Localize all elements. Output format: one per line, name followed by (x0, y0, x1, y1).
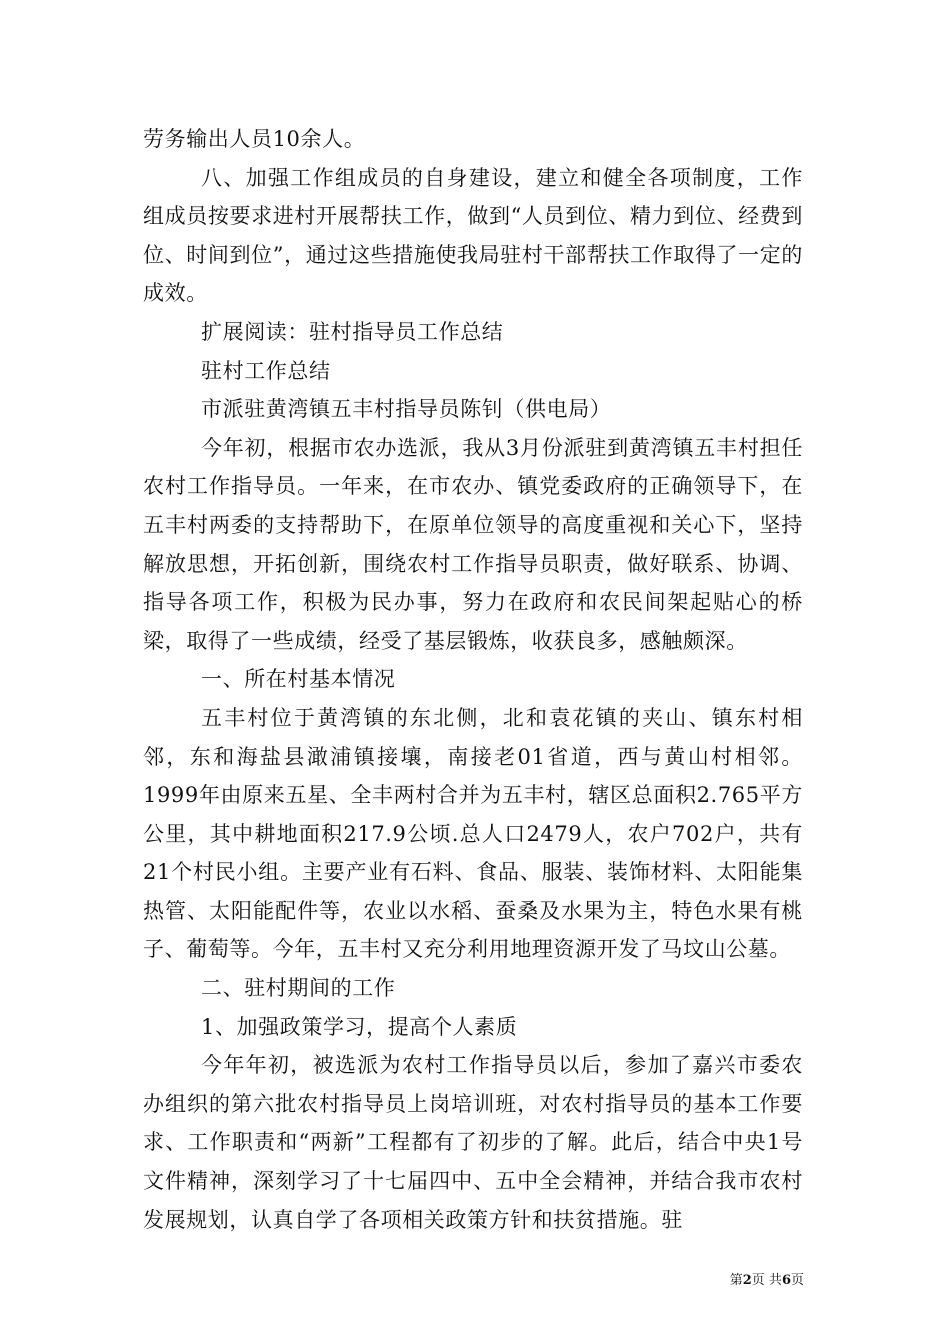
paragraph: 五丰村位于黄湾镇的东北侧，北和袁花镇的夹山、镇东村相邻，东和海盐县澉浦镇接壤，南接老01省道，西与黄山村相邻。1999年由原来五星、全丰两村合并为五丰村，辖区总面积2.765平方公里，其中耕地面积217.9公顷.总人口2479人，农户702户，共有21个村民小组。主要产业有石料、食品、服装、装饰材料、太阳能集热管、太阳能配件等，农业以水稻、蚕桑及水果为主，特色水果有桃子、葡萄等。今年，五丰村又充分利用地理资源开发了马坟山公墓。 (143, 705, 803, 962)
section-heading: 扩展阅读：驻村指导员工作总结 (201, 319, 504, 344)
paragraph: 今年初，根据市农办选派，我从3月份派驻到黄湾镇五丰村担任农村工作指导员。一年来，在市农办、镇党委政府的正确领导下，在五丰村两委的支持帮助下，在原单位领导的高度重视和关心下，坚持解放思想，开拓创新，围绕农村工作指导员职责，做好联系、协调、指导各项工作，积极为民办事，努力在政府和农民间架起贴心的桥梁，取得了一些成绩，经受了基层锻炼，收获良多，感触颇深。 (143, 435, 803, 653)
footer-middle: 页 共 (751, 1273, 782, 1288)
page-footer (730, 1273, 804, 1289)
total-page-count: 6 (781, 1273, 791, 1288)
subsection-heading: 1、加强政策学习，提高个人素质 (201, 1014, 518, 1039)
document-title: 驻村工作总结 (201, 358, 331, 383)
paragraph: 八、加强工作组成员的自身建设，建立和健全各项制度，工作组成员按要求进村开展帮扶工作，做到“人员到位、精力到位、经费到位、时间到位”，通过这些措施使我局驻村干部帮扶工作取得了一定的成效。 (143, 165, 803, 306)
section-heading: 二、驻村期间的工作 (201, 976, 396, 1001)
footer-prefix: 第 (729, 1273, 743, 1288)
author-line: 市派驻黄湾镇五丰村指导员陈钊（供电局） (201, 397, 612, 422)
current-page-number: 2 (742, 1273, 752, 1288)
footer-suffix: 页 (790, 1273, 804, 1288)
paragraph: 今年年初，被选派为农村工作指导员以后，参加了嘉兴市委农办组织的第六批农村指导员上岗培训班，对农村指导员的基本工作要求、工作职责和“两新”工程都有了初步的了解。此后，结合中央1号文件精神，深刻学习了十七届四中、五中全会精神，并结合我市农村发展规划，认真自学了各项相关政策方针和扶贫措施。驻 (143, 1053, 803, 1232)
paragraph: 劳务输出人员10余人。 (143, 127, 366, 151)
section-heading: 一、所在村基本情况 (201, 667, 396, 692)
document-body (143, 120, 803, 1239)
